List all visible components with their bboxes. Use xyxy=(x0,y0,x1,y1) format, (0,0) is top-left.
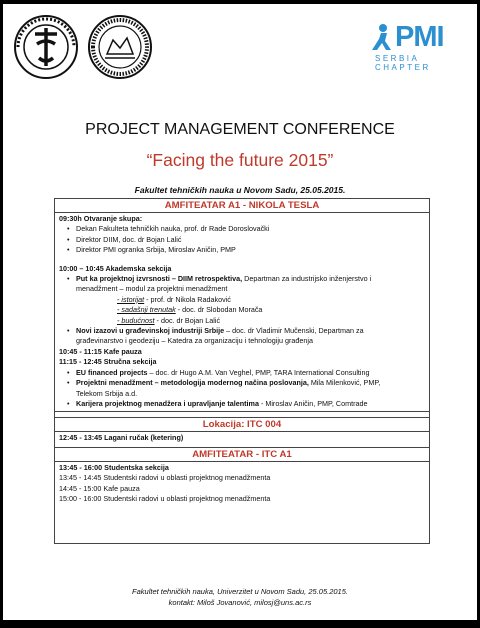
opening-row: 09:30h Otvaranje skupa: xyxy=(59,214,143,223)
list-item: • EU financed projects – doc. dr Hugo A.M. Van Veghel, PMP, TARA International Consulting xyxy=(67,368,425,378)
list-item: • Direktor PMI ogranka Srbija, Miroslav Aničin, PMP xyxy=(67,245,425,255)
academic-list xyxy=(59,274,425,295)
lunch-row: 12:45 - 13:45 Lagani ručak (ketering) xyxy=(59,433,184,443)
program-table xyxy=(54,198,430,544)
table-row: 14:45 - 15:00 Kafe pauza xyxy=(59,483,140,493)
list-item: • Direktor DIIM, doc. dr Bojan Lalić xyxy=(67,235,425,245)
section-heading-itc: AMFITEATAR - ITC A1 xyxy=(55,447,429,462)
list-item: • Projektni menadžment – metodologija modernog načina poslovanja, Mila Milenković, PMP, Telekom Srbija a.d. xyxy=(67,378,425,399)
table-row: 13:45 - 14:45 Studentski radovi u oblasti projektnog menadžmenta xyxy=(59,473,271,483)
section-heading-a1: AMFITEATAR A1 - NIKOLA TESLA xyxy=(55,199,429,213)
footer xyxy=(3,586,477,608)
retrospective-sublist: - istorijat - prof. dr Nikola Radaković - sadašnji trenutak - doc. dr Slobodan Morača - budućnost - doc. dr Bojan Lalić xyxy=(117,294,263,325)
morning-block xyxy=(55,213,429,412)
student-section-row: 13:45 - 16:00 Studentska sekcija xyxy=(59,462,169,472)
pmi-logo xyxy=(371,22,471,70)
academic-list-2 xyxy=(59,326,425,347)
lunch-block xyxy=(55,432,429,444)
opening-list xyxy=(59,224,425,255)
list-item: • Karijera projektnog menadžera i upravljanje talentima - Miroslav Aničin, PMP, Comtrade xyxy=(67,399,425,409)
ftn-logo xyxy=(13,14,79,80)
list-item: • Dekan Fakulteta tehničkih nauka, prof. dr Rade Doroslovački xyxy=(67,224,425,234)
conference-place-date: Fakultet tehničkih nauka u Novom Sadu, 25.05.2015. xyxy=(134,185,346,195)
expert-list xyxy=(59,368,425,410)
list-item: • Novi izazovi u građevinskoj industriji Srbije – doc. dr Vladimir Mučenski, Departman za građevinarstvo i geodeziju – Katedra za organizaciju i tehnologiju građenja xyxy=(67,326,425,347)
expert-section-row: 11:15 - 12:45 Stručna sekcija xyxy=(59,357,157,367)
section-heading-location: Lokacija: ITC 004 xyxy=(55,417,429,432)
footer-contact: kontakt: Miloš Jovanović, milosj@uns.ac.rs xyxy=(168,598,312,607)
pmi-figure-icon xyxy=(371,23,393,51)
flyer-sheet xyxy=(3,4,477,620)
student-block xyxy=(55,462,429,506)
footer-line-1: Fakultet tehničkih nauka, Univerzitet u Novom Sadu, 25.05.2015. xyxy=(132,587,348,596)
table-row: 15:00 - 16:00 Studentski radovi u oblasti projektnog menadžmenta xyxy=(59,493,271,503)
list-item: • Put ka projektnoj izvrsnosti – DIIM retrospektiva, Departman za industrijsko inženjerstvo i menadžment – modul za projektni menadžment xyxy=(67,274,425,295)
conference-title: PROJECT MANAGEMENT CONFERENCE xyxy=(85,121,395,138)
conference-subtitle: “Facing the future 2015” xyxy=(146,150,334,170)
coffee-break-row: 10:45 - 11:15 Kafe pauza xyxy=(59,346,142,356)
pmi-chapter-label: SERBIA CHAPTER xyxy=(375,54,431,72)
university-seal-logo xyxy=(87,14,153,80)
pmi-wordmark: PMI xyxy=(395,21,444,53)
academic-section-row: 10:00 – 10:45 Akademska sekcija xyxy=(59,263,172,273)
